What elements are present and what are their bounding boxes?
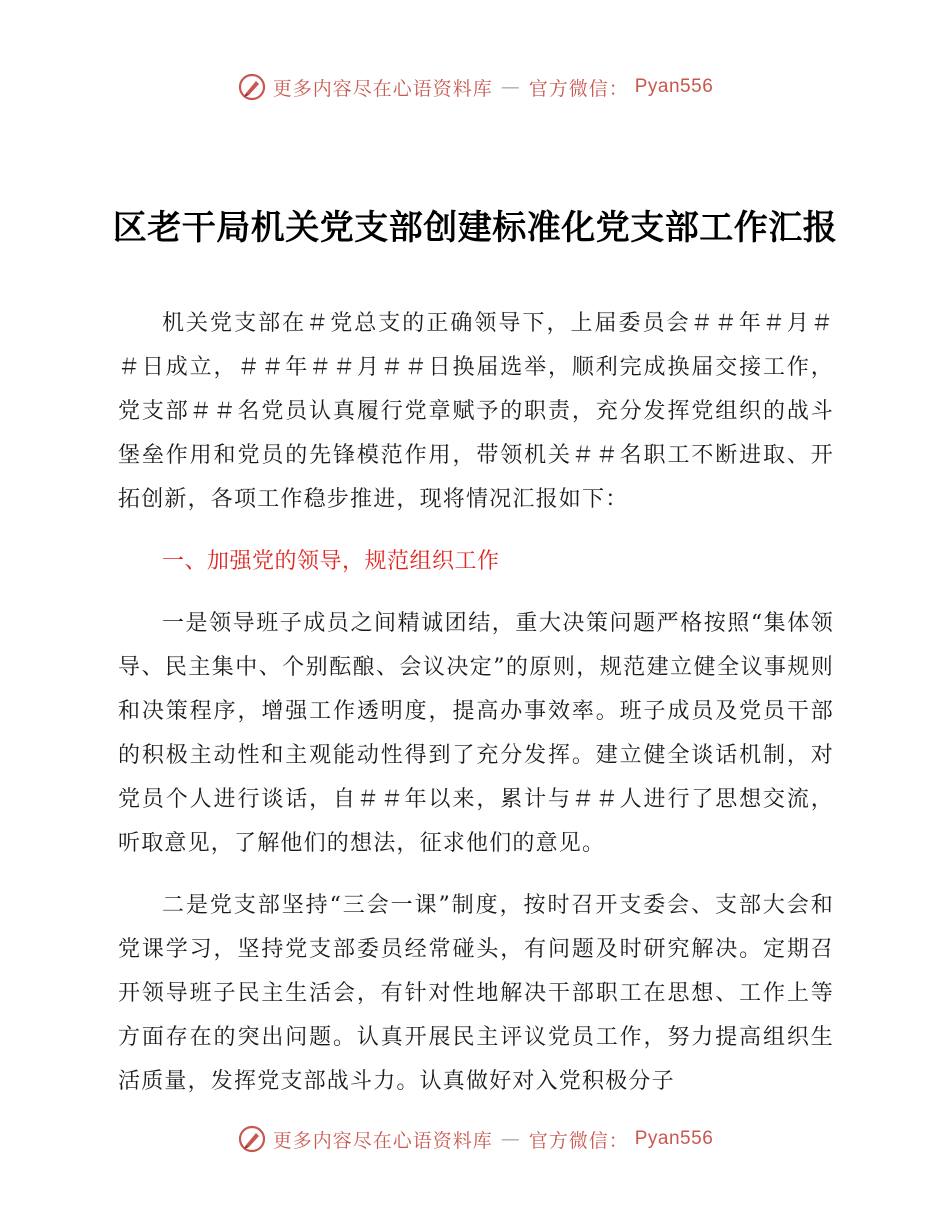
watermark-brand-text: 更多内容尽在心语资料库 (272, 1129, 493, 1152)
body-paragraph-1: 一是领导班子成员之间精诚团结，重大决策问题严格按照“集体领导、民主集中、个别酝酿、会议决定”的原则，规范建立健全议事规则和决策程序，增强工作透明度，提高办事效率。班子成员及党员干部的积极主动性和主观能动性得到了充分发挥。建立健全谈话机制，对党员个人进行谈话，自＃＃年以来，累计与＃＃人进行了思想交流，听取意见，了解他们的想法，征求他们的意见。 (118, 611, 834, 856)
watermark-separator: — (500, 76, 521, 98)
watermark-separator: — (500, 1128, 521, 1150)
body-paragraph-2: 二是党支部坚持“三会一课”制度，按时召开支委会、支部大会和党课学习，坚持党支部委员经常碰头，有问题及时研究解决。定期召开领导班子民主生活会，有针对性地解决干部职工在思想、工作上等方面存在的突出问题。认真开展民主评议党员工作，努力提高组织生活质量，发挥党支部战斗力。认真做好对入党积极分子 (118, 893, 834, 1094)
section-heading: 一、加强党的领导，规范组织工作 (162, 549, 500, 574)
header-watermark (0, 72, 950, 102)
intro-paragraph: 机关党支部在＃党总支的正确领导下，上届委员会＃＃年＃月＃＃日成立，＃＃年＃＃月＃＃日换届选举，顺利完成换届交接工作，党支部＃＃名党员认真履行党章赋予的职责，充分发挥党组织的战斗堡垒作用和党员的先锋模范作用，带领机关＃＃名职工不断进取、开拓创新，各项工作稳步推进，现将情况汇报如下： (118, 311, 834, 512)
watermark-brand-text: 更多内容尽在心语资料库 (272, 77, 493, 100)
watermark-label: 官方微信： (528, 77, 629, 100)
document-title: 区老干局机关党支部创建标准化党支部工作汇报 (112, 208, 838, 248)
footer-watermark (0, 1124, 950, 1154)
pen-nib-logo-icon (237, 1124, 267, 1154)
watermark-wechat-id: Pyan556 (634, 1128, 714, 1149)
pen-nib-logo-icon (237, 72, 267, 102)
document-body (118, 302, 834, 1122)
watermark-wechat-id: Pyan556 (634, 76, 714, 97)
watermark-label: 官方微信： (528, 1129, 629, 1152)
